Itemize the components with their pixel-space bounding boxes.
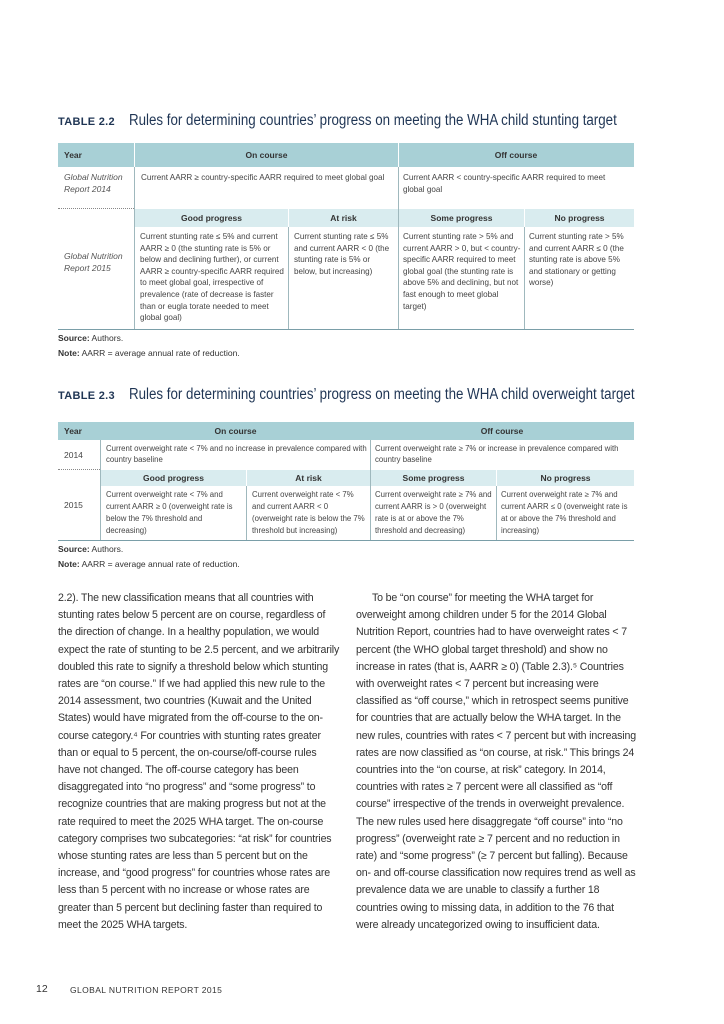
sub-no-progress: No progress (525, 209, 634, 227)
header-on-course: On course (245, 150, 288, 160)
row-2015-no-progress: Current stunting rate > 5% and current AARR ≤ 0 (the stunting rate is above 5% and stationary or getting worse) (529, 232, 624, 288)
row-2015-at-risk: Current overweight rate < 7% and current AARR < 0 (overweight rate is below the 7% threshold but increasing) (252, 490, 365, 535)
row-2015-some-progress: Current overweight rate ≥ 7% and current AARR is > 0 (overweight rate is at or above the 7% threshold and decreasing) (375, 490, 492, 535)
header-year: Year (64, 426, 82, 436)
table-2-2-heading (58, 112, 696, 130)
row-2014-on-course: Current overweight rate < 7% and no increase in prevalence compared with country baseline (106, 444, 367, 465)
sub-some-progress: Some progress (399, 209, 524, 227)
body-paragraph: 2.2). The new classification means that all countries with stunting rates below 5 percent are on course, regardless of the direction of change. In a healthy population, we would expect the rate of stunting to be 2.5 percent, and we arbitrarily doubled this rate to signify a threshold below which stunting rates are “on course.” If we had applied this new rule to the 2014 assessment, two countries (Kuwait and the United States) would have migrated from the off-course to the on-course category.⁴ For countries with stunting rates greater than or equal to 5 percent, the on-course/off-course rules have not changed. The off-course category has been disaggregated into “no progress” and “some progress” to recognize countries that are making progress but not at the rate required to meet the 2025 WHA target. The on-course category comprises two subcategories: “at risk” for countries whose stunting rates are less than 5 percent but on the increase, and “good progress” for countries whose rates are less than 5 percent with no increase or whose rates are greater than 5 percent but declining faster than required to meet the 2025 WHA targets. (58, 592, 340, 931)
header-off-course: Off course (480, 426, 524, 436)
row-year-2014: Global Nutrition Report 2014 (64, 172, 123, 194)
row-2014-off-course: Current AARR < country-specific AARR required to meet global goal (403, 173, 606, 194)
table-2-2-note: Note: AARR = average annual rate of reduction. (58, 348, 240, 358)
row-2015-good-progress: Current stunting rate ≤ 5% and current AARR ≥ 0 (the stunting rate is 5% or below and declining further), or current AARR ≥ country-specific AARR required to meet global goal, irrespective of prevalence (rate of decrease is faster than or eugla torate needed to meet global goal) (140, 232, 284, 323)
table-2-3-heading (58, 386, 717, 404)
sub-good-progress: Good progress (101, 470, 246, 486)
body-left-column (58, 590, 340, 934)
sub-at-risk: At risk (289, 209, 398, 227)
row-year-2015: Global Nutrition Report 2015 (64, 251, 123, 273)
row-2015-good-progress: Current overweight rate < 7% and current AARR ≥ 0 (overweight rate is below the 7% threshold and decreasing) (106, 490, 233, 535)
table-2-3-source: Source: Authors. (58, 544, 124, 554)
table-title: Rules for determining countries’ progress on meeting the WHA child stunting target (128, 112, 617, 129)
row-year-2014: 2014 (64, 450, 83, 460)
table-number: TABLE 2.2 (58, 116, 115, 128)
header-off-course: Off course (494, 150, 538, 160)
sub-no-progress: No progress (497, 470, 634, 486)
sub-at-risk: At risk (247, 470, 370, 486)
row-2015-no-progress: Current overweight rate ≥ 7% and current AARR ≤ 0 (overweight rate is at or above the 7% threshold and increasing) (501, 490, 628, 535)
header-on-course: On course (214, 426, 257, 436)
table-number: TABLE 2.3 (58, 390, 115, 402)
table-2-3 (58, 422, 634, 541)
table-title: Rules for determining countries’ progress on meeting the WHA child overweight target (128, 386, 635, 403)
header-year: Year (64, 150, 82, 160)
body-right-column (356, 590, 636, 934)
row-2015-at-risk: Current stunting rate ≤ 5% and current AARR < 0 (the stunting rate is 5% or below, but increasing) (294, 232, 390, 276)
sub-good-progress: Good progress (135, 209, 288, 227)
table-2-2 (58, 143, 634, 330)
row-year-2015: 2015 (64, 500, 83, 510)
row-2015-some-progress: Current stunting rate > 5% and current AARR > 0, but < country-specific AARR required to meet global goal (the stunting rate is above 5% and declining, but not fast enough to meet global target) (403, 232, 521, 311)
table-2-3-note: Note: AARR = average annual rate of reduction. (58, 559, 240, 569)
page-number: 12 (36, 983, 48, 995)
sub-some-progress: Some progress (371, 470, 496, 486)
row-2014-on-course: Current AARR ≥ country-specific AARR required to meet global goal (141, 173, 385, 182)
row-2014-off-course: Current overweight rate ≥ 7% or increase in prevalence compared with country baseline (375, 444, 619, 465)
table-2-2-source: Source: Authors. (58, 333, 124, 343)
body-paragraph: To be “on course” for meeting the WHA target for overweight among children under 5 for the 2014 Global Nutrition Report, countries had to have overweight rates < 7 percent (the WHO global target threshold) and show no increase in rates (that is, AARR ≥ 0) (Table 2.3).⁵ Countries with overweight rates < 7 percent but increasing were classified as “off course,” which in retrospect seems punitive for countries that are actually below the WHA target. In the new rules, countries with rates < 7 percent but with increasing rates are now classified as “on course, at risk.” This brings 24 countries into the “on course, at risk” category. In 2014, countries with rates ≥ 7 percent were all classified as “off course” irrespective of the trends in overweight prevalence. The new rules used here disaggregate “off course” into “no progress” (overweight rate ≥ 7 percent and no reduction in rate) and “some progress” (≥ 7 percent but falling). Because on- and off-course classification now requires trend as well as prevalence data we are unable to classify a further 18 countries owing to missing data, in addition to the 76 that were already uncategorized owing to insufficient data. (356, 592, 636, 931)
footer-report-title: GLOBAL NUTRITION REPORT 2015 (70, 985, 223, 995)
